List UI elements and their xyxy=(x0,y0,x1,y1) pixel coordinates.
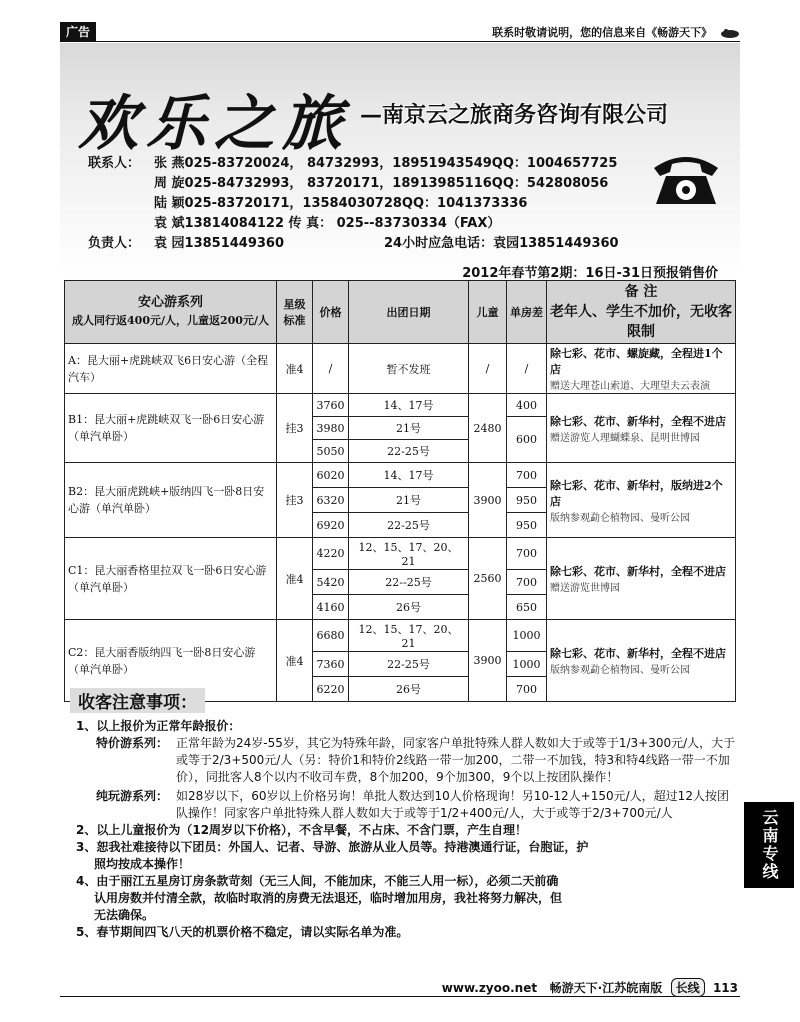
route-price: 6220 xyxy=(313,677,349,702)
notice-item-4b: 认用房数并付清全款，故临时取消的房费无法退还，临时增加用房，我社将努力解决，但 xyxy=(94,891,563,905)
route-name: B1：昆大丽+虎跳峡双飞一卧6日安心游（单汽单卧） xyxy=(65,394,277,463)
route-single: 700 xyxy=(507,677,547,702)
route-remark-2: 赠送大理苍山索道、大理望夫云表演 xyxy=(550,381,710,392)
route-price: 6320 xyxy=(313,488,349,513)
route-price: 5050 xyxy=(313,440,349,463)
route-single: 400 xyxy=(507,394,547,417)
brand-name: 欢乐之旅 xyxy=(78,89,350,159)
presale-title: 2012年春节第2期：16日-31日预报销售价 xyxy=(462,266,718,281)
header-note-text: 联系时敬请说明，您的信息来自《畅游天下》 xyxy=(492,26,713,39)
route-single: 1000 xyxy=(507,652,547,677)
route-star: 准4 xyxy=(277,538,313,620)
table-row xyxy=(65,463,736,488)
route-date: 14、17号 xyxy=(349,463,469,488)
contact-text-4: 袁 斌13814084122 传 真： 025--83730334（FAX） xyxy=(154,216,501,231)
route-date: 26号 xyxy=(349,677,469,702)
route-price: 7360 xyxy=(313,652,349,677)
route-remark xyxy=(547,344,736,394)
notice-item-4a: 4、由于丽江五星房订房条款苛刻（无三人间，不能加床，不能三人用一标），必须二天前确 xyxy=(76,874,559,888)
route-remark-1: 除七彩、花市、新华村，全程不进店 xyxy=(550,565,726,578)
header-remark xyxy=(547,281,736,344)
route-price: 5420 xyxy=(313,570,349,595)
notice-item-4c: 无法确保。 xyxy=(94,908,155,922)
header-price: 价格 xyxy=(313,281,349,344)
notice-pure-text: 如28岁以下，60岁以上价格另询！单批人数达到10人价格现询！另10-12人+150元/人，超过12人按团队操作！同家客户单批特殊人群人数如大于或等于1/2+400元/人，大于或等于2/3+700元/人 xyxy=(176,789,729,820)
header-single: 单房差 xyxy=(507,281,547,344)
route-date: 21号 xyxy=(349,488,469,513)
route-single: 950 xyxy=(507,488,547,513)
contact-line-4 xyxy=(88,212,500,231)
route-star: 准4 xyxy=(277,344,313,394)
manager-text: 袁 园13851449360 xyxy=(154,236,285,251)
route-price: 4160 xyxy=(313,595,349,620)
telephone-icon xyxy=(650,150,722,208)
route-price: 4220 xyxy=(313,538,349,570)
route-date: 21号 xyxy=(349,417,469,440)
route-name: A：昆大丽+虎跳峡双飞6日安心游（全程汽车） xyxy=(65,344,277,394)
route-date: 22-25号 xyxy=(349,440,469,463)
route-name: C1：昆大丽香格里拉双飞一卧6日安心游（单汽单卧） xyxy=(65,538,277,620)
contact-line-1 xyxy=(88,152,617,171)
route-single: 700 xyxy=(507,570,547,595)
route-name: B2：昆大丽虎跳峡+版纳四飞一卧8日安心游（单汽单卧） xyxy=(65,463,277,538)
route-remark-1: 除七彩、花市、新华村，版纳进2个店 xyxy=(550,478,723,508)
route-single: 700 xyxy=(507,463,547,488)
contact-text-1: 张 燕025-83720024， 84732993，18951943549QQ：1004657725 xyxy=(154,156,618,171)
route-date: 14、17号 xyxy=(349,394,469,417)
footer-tag: 长线 xyxy=(671,978,705,997)
table-header-row xyxy=(65,281,736,344)
table-row xyxy=(65,394,736,417)
route-remark xyxy=(547,538,736,620)
route-date: 22--25号 xyxy=(349,570,469,595)
route-remark xyxy=(547,463,736,538)
manager-label: 负责人： xyxy=(88,236,141,251)
manager-line xyxy=(88,232,619,251)
route-child: 2480 xyxy=(469,394,507,463)
notice-pure xyxy=(70,788,740,822)
notice-item-4 xyxy=(70,873,740,924)
notice-item-3 xyxy=(70,839,740,873)
route-price: / xyxy=(313,344,349,394)
notice-title: 收客注意事项： xyxy=(70,688,205,713)
header-dates: 出团日期 xyxy=(349,281,469,344)
header-child: 儿童 xyxy=(469,281,507,344)
route-single: / xyxy=(507,344,547,394)
notice-special-text: 正常年龄为24岁-55岁，其它为特殊年龄，同家客户单批特殊人群人数如大于或等于1/3+300元/人，大于或等于2/3+500元/人（另：特价1和特价2线路一带一加200，二带一不加钱，特3和特4线路一带一不加价），同批客人8个以内不收司车费，8个加200，9个加300，9个以上按团队操作！ xyxy=(176,736,736,784)
route-remark-1: 除七彩、花市、新华村，全程不进店 xyxy=(550,414,726,428)
footer xyxy=(442,978,738,997)
tour-price-table xyxy=(64,280,736,702)
header-remark-title: 备 注 xyxy=(624,284,658,300)
magazine-logo-icon xyxy=(720,27,740,39)
route-star: 准4 xyxy=(277,620,313,702)
contact-text-3: 陆 颖025-83720171，13584030728QQ：1041373336 xyxy=(154,196,528,211)
top-rule xyxy=(60,41,740,42)
route-date: 12、15、17、20、21 xyxy=(349,620,469,652)
route-remark-1: 除七彩、花市、螺旋藏，全程进1个店 xyxy=(550,347,723,376)
route-star: 挂3 xyxy=(277,394,313,463)
route-price: 6020 xyxy=(313,463,349,488)
route-star: 挂3 xyxy=(277,463,313,538)
route-price: 6680 xyxy=(313,620,349,652)
side-tab-yunnan: 云南专线 xyxy=(744,802,794,888)
footer-title: 畅游天下·江苏皖南版 xyxy=(549,981,663,995)
table-row xyxy=(65,538,736,570)
route-child: 3900 xyxy=(469,463,507,538)
header-series xyxy=(65,281,277,344)
contact-label: 联系人： xyxy=(88,156,141,171)
route-remark xyxy=(547,620,736,702)
route-single: 1000 xyxy=(507,620,547,652)
route-single: 650 xyxy=(507,595,547,620)
route-remark xyxy=(547,394,736,463)
contact-line-2 xyxy=(88,172,608,191)
header-series-title: 安心游系列 xyxy=(137,295,203,310)
route-name: C2：昆大丽香版纳四飞一卧8日安心游（单汽单卧） xyxy=(65,620,277,702)
route-remark-2: 赠送游览人理蝴蝶泉、昆明世博园 xyxy=(550,432,700,444)
notice-special xyxy=(70,735,740,786)
notice-item-3b: 照均按成本操作！ xyxy=(94,857,191,871)
route-child: / xyxy=(469,344,507,394)
route-remark-2: 赠送游览世博园 xyxy=(550,583,620,594)
company-name: —南京云之旅商务咨询有限公司 xyxy=(360,103,669,128)
footer-url[interactable]: www.zyoo.net xyxy=(441,981,538,995)
route-price: 3760 xyxy=(313,394,349,417)
ad-tag: 广告 xyxy=(60,22,96,42)
route-child: 2560 xyxy=(469,538,507,620)
route-remark-2: 版纳参观勐仑植物园、曼听公园 xyxy=(550,512,690,524)
route-date: 22-25号 xyxy=(349,513,469,538)
route-single: 950 xyxy=(507,513,547,538)
notice-item-2: 2、以上儿童报价为（12周岁以下价格），不含早餐，不占床、不含门票，产生自理！ xyxy=(76,823,528,837)
header-rebate: 成人同行返400元/人，儿童返200元/人 xyxy=(72,314,269,327)
route-child: 3900 xyxy=(469,620,507,702)
notice-item-3a: 3、恕我社难接待以下团员：外国人、记者、导游、旅游从业人员等。持港澳通行证，台胞证，护 xyxy=(76,840,589,854)
contact-line-3 xyxy=(88,192,527,211)
notice-list xyxy=(70,718,740,941)
table-row xyxy=(65,620,736,652)
contact-text-2: 周 旋025-84732993， 83720171，18913985116QQ：542808056 xyxy=(154,176,609,191)
route-date: 暂不发班 xyxy=(349,344,469,394)
notice-item-1: 1、以上报价为正常年龄报价： xyxy=(76,719,241,733)
route-price: 3980 xyxy=(313,417,349,440)
header-star: 星级标准 xyxy=(277,281,313,344)
header-remark-sub: 老年人、学生不加价，无收客限制 xyxy=(550,304,732,340)
route-date: 22-25号 xyxy=(349,652,469,677)
route-price: 6920 xyxy=(313,513,349,538)
route-remark-1: 除七彩、花市、新华村，全程不进店 xyxy=(550,647,726,660)
header-note xyxy=(492,24,740,40)
route-date: 12、15、17、20、21 xyxy=(349,538,469,570)
notice-item-5: 5、春节期间四飞八天的机票价格不稳定，请以实际名单为准。 xyxy=(76,925,409,939)
footer-rule xyxy=(60,996,740,997)
route-remark-2: 版纳参观勐仑植物园、曼听公园 xyxy=(550,665,690,676)
route-single: 700 xyxy=(507,538,547,570)
table-row xyxy=(65,344,736,394)
route-date: 26号 xyxy=(349,595,469,620)
notice-pure-label: 纯玩游系列： xyxy=(96,789,169,803)
page-number: 113 xyxy=(712,981,738,995)
notice-special-label: 特价游系列： xyxy=(96,736,169,750)
emergency-text: 24小时应急电话：袁园13851449360 xyxy=(384,236,619,251)
route-single: 600 xyxy=(507,417,547,463)
